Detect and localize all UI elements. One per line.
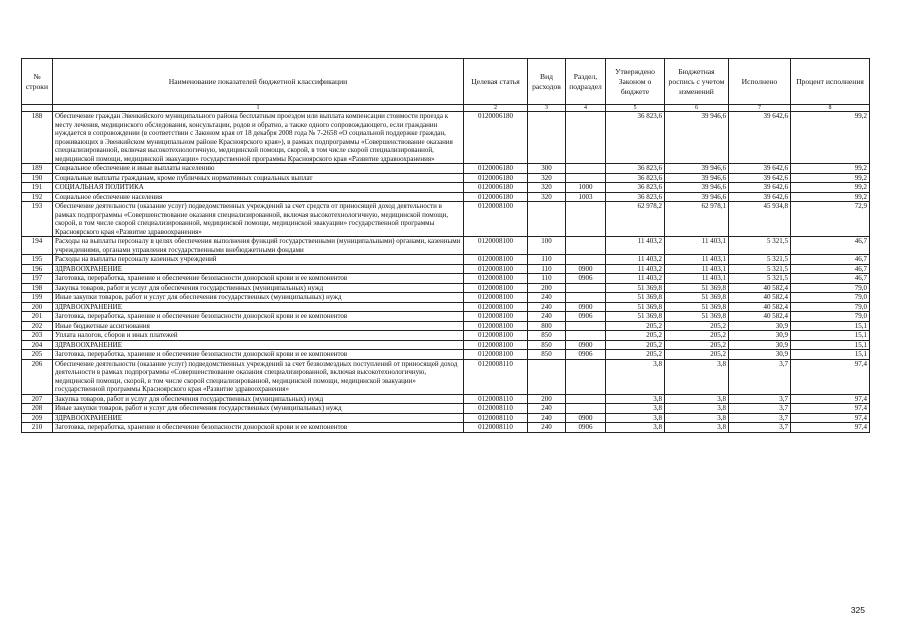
target-item-code: 0120008100 (464, 283, 528, 293)
row-number: 206 (22, 359, 53, 394)
section-code: 0906 (566, 312, 606, 322)
column-number-row (22, 105, 870, 112)
indicator-name: Социальные выплаты гражданам, кроме публичных нормативных социальных выплат (53, 173, 464, 183)
expense-type-code: 240 (528, 423, 566, 433)
section-code: 0906 (566, 423, 606, 433)
section-code: 0900 (566, 302, 606, 312)
header-row-number: № строки (22, 59, 53, 105)
executed-amount: 30,9 (729, 321, 791, 331)
table-row (22, 321, 870, 331)
revised-amount: 205,2 (665, 331, 729, 341)
indicator-name: Обеспечение деятельности (оказание услуг) подведомственных учреждений за счет средств от приносящей доход деятельности в рамках подпрограммы «Совершенствование оказания специализированной, включая высокотехнологичную, медицинской помощи, скорой, в том числе скорой специализированной, медицинской помощи, медицинской эвакуации» государственной программы Красноярского края «Развитие здравоохранения» (53, 202, 464, 237)
executed-amount: 39 642,6 (729, 183, 791, 193)
indicator-name: Расходы на выплаты персоналу казенных учреждений (53, 255, 464, 265)
execution-percent: 15,1 (791, 340, 870, 350)
expense-type-code: 110 (528, 255, 566, 265)
column-number: 1 (53, 105, 464, 112)
expense-type-code: 240 (528, 404, 566, 414)
budget-sheet (21, 58, 869, 433)
table-row (22, 404, 870, 414)
table-row (22, 183, 870, 193)
row-number: 210 (22, 423, 53, 433)
expense-type-code: 320 (528, 183, 566, 193)
execution-percent: 46,7 (791, 274, 870, 284)
indicator-name: СОЦИАЛЬНАЯ ПОЛИТИКА (53, 183, 464, 193)
header-section: Раздел, подраздел (566, 59, 606, 105)
indicator-name: Обеспечение деятельности (оказание услуг) подведомственных учреждений за счет безвозмездных поступлений от приносящей доход деятельности в рамках подпрограммы «Совершенствование оказания специализированной, включая высокотехнологичную, медицинской помощи, скорой, в том числе скорой специализированной, медицинской помощи, медицинской эвакуации» государственной программы Красноярского края «Развитие здравоохранения» (53, 359, 464, 394)
executed-amount: 39 642,6 (729, 192, 791, 202)
row-number: 191 (22, 183, 53, 193)
approved-amount: 62 978,2 (606, 202, 665, 237)
row-number: 192 (22, 192, 53, 202)
revised-amount: 51 369,8 (665, 293, 729, 303)
executed-amount: 30,9 (729, 331, 791, 341)
expense-type-code: 100 (528, 237, 566, 255)
revised-amount: 11 403,1 (665, 255, 729, 265)
executed-amount: 45 934,8 (729, 202, 791, 237)
row-number: 199 (22, 293, 53, 303)
target-item-code: 0120008100 (464, 264, 528, 274)
expense-type-code: 800 (528, 321, 566, 331)
approved-amount: 205,2 (606, 350, 665, 360)
table-row (22, 302, 870, 312)
executed-amount: 40 582,4 (729, 293, 791, 303)
revised-amount: 39 946,6 (665, 164, 729, 174)
indicator-name: Иные закупки товаров, работ и услуг для обеспечения государственных (муниципальных) нужд (53, 293, 464, 303)
approved-amount: 51 369,8 (606, 283, 665, 293)
target-item-code: 0120008110 (464, 413, 528, 423)
row-number: 196 (22, 264, 53, 274)
approved-amount: 11 403,2 (606, 237, 665, 255)
section-code (566, 164, 606, 174)
expense-type-code: 850 (528, 340, 566, 350)
approved-amount: 205,2 (606, 340, 665, 350)
table-body (22, 112, 870, 433)
table-row (22, 312, 870, 322)
target-item-code: 0120008100 (464, 202, 528, 237)
row-number: 197 (22, 274, 53, 284)
table-row (22, 173, 870, 183)
executed-amount: 3,7 (729, 394, 791, 404)
executed-amount: 30,9 (729, 340, 791, 350)
approved-amount: 36 823,6 (606, 173, 665, 183)
approved-amount: 36 823,6 (606, 183, 665, 193)
indicator-name: ЗДРАВООХРАНЕНИЕ (53, 340, 464, 350)
execution-percent: 46,7 (791, 255, 870, 265)
target-item-code: 0120008100 (464, 274, 528, 284)
executed-amount: 39 642,6 (729, 164, 791, 174)
section-code (566, 331, 606, 341)
table-row (22, 274, 870, 284)
indicator-name: Закупка товаров, работ и услуг для обеспечения государственных (муниципальных) нужд (53, 283, 464, 293)
revised-amount: 51 369,8 (665, 302, 729, 312)
indicator-name: ЗДРАВООХРАНЕНИЕ (53, 413, 464, 423)
table-row (22, 264, 870, 274)
revised-amount: 3,8 (665, 359, 729, 394)
table-row (22, 340, 870, 350)
execution-percent: 99,2 (791, 112, 870, 164)
revised-amount: 11 403,1 (665, 237, 729, 255)
table-row (22, 202, 870, 237)
section-code: 0900 (566, 264, 606, 274)
table-row (22, 112, 870, 164)
executed-amount: 5 321,5 (729, 237, 791, 255)
section-code: 0900 (566, 340, 606, 350)
column-number: 8 (791, 105, 870, 112)
row-number: 204 (22, 340, 53, 350)
revised-amount: 3,8 (665, 394, 729, 404)
row-number: 198 (22, 283, 53, 293)
execution-percent: 97,4 (791, 423, 870, 433)
approved-amount: 11 403,2 (606, 274, 665, 284)
indicator-name: Закупка товаров, работ и услуг для обеспечения государственных (муниципальных) нужд (53, 394, 464, 404)
header-approved: Утверждено Законом о бюджете (606, 59, 665, 105)
row-number: 193 (22, 202, 53, 237)
expense-type-code (528, 359, 566, 394)
budget-table (21, 58, 870, 433)
execution-percent: 79,0 (791, 283, 870, 293)
expense-type-code: 300 (528, 164, 566, 174)
section-code (566, 283, 606, 293)
execution-percent: 15,1 (791, 350, 870, 360)
target-item-code: 0120008110 (464, 394, 528, 404)
expense-type-code: 110 (528, 264, 566, 274)
execution-percent: 99,2 (791, 183, 870, 193)
expense-type-code: 850 (528, 331, 566, 341)
table-row (22, 413, 870, 423)
table-row (22, 293, 870, 303)
execution-percent: 99,2 (791, 164, 870, 174)
revised-amount: 3,8 (665, 413, 729, 423)
revised-amount: 3,8 (665, 404, 729, 414)
revised-amount: 11 403,1 (665, 274, 729, 284)
section-code: 1000 (566, 183, 606, 193)
executed-amount: 5 321,5 (729, 255, 791, 265)
table-row (22, 423, 870, 433)
execution-percent: 79,0 (791, 312, 870, 322)
executed-amount: 40 582,4 (729, 283, 791, 293)
approved-amount: 36 823,6 (606, 192, 665, 202)
executed-amount: 3,7 (729, 359, 791, 394)
target-item-code: 0120008100 (464, 302, 528, 312)
section-code (566, 321, 606, 331)
target-item-code: 0120006180 (464, 173, 528, 183)
table-row (22, 237, 870, 255)
row-number: 203 (22, 331, 53, 341)
indicator-name: ЗДРАВООХРАНЕНИЕ (53, 264, 464, 274)
revised-amount: 205,2 (665, 340, 729, 350)
target-item-code: 0120008110 (464, 423, 528, 433)
expense-type-code (528, 112, 566, 164)
revised-amount: 205,2 (665, 350, 729, 360)
executed-amount: 40 582,4 (729, 302, 791, 312)
target-item-code: 0120008100 (464, 312, 528, 322)
executed-amount: 3,7 (729, 413, 791, 423)
approved-amount: 36 823,6 (606, 164, 665, 174)
indicator-name: Уплата налогов, сборов и иных платежей (53, 331, 464, 341)
revised-amount: 205,2 (665, 321, 729, 331)
table-row (22, 331, 870, 341)
row-number: 194 (22, 237, 53, 255)
execution-percent: 15,1 (791, 331, 870, 341)
column-number: 6 (665, 105, 729, 112)
target-item-code: 0120008100 (464, 321, 528, 331)
target-item-code: 0120006180 (464, 164, 528, 174)
approved-amount: 205,2 (606, 331, 665, 341)
row-number: 205 (22, 350, 53, 360)
expense-type-code: 110 (528, 274, 566, 284)
approved-amount: 3,8 (606, 359, 665, 394)
header-executed: Исполнено (729, 59, 791, 105)
approved-amount: 11 403,2 (606, 255, 665, 265)
target-item-code: 0120006180 (464, 192, 528, 202)
execution-percent: 46,7 (791, 264, 870, 274)
table-row (22, 394, 870, 404)
row-number: 188 (22, 112, 53, 164)
target-item-code: 0120008100 (464, 331, 528, 341)
revised-amount: 39 946,6 (665, 183, 729, 193)
table-row (22, 283, 870, 293)
table-row (22, 359, 870, 394)
expense-type-code: 200 (528, 283, 566, 293)
section-code: 0906 (566, 350, 606, 360)
header-target-item: Целевая статья (464, 59, 528, 105)
approved-amount: 11 403,2 (606, 264, 665, 274)
executed-amount: 30,9 (729, 350, 791, 360)
row-number: 195 (22, 255, 53, 265)
expense-type-code: 200 (528, 394, 566, 404)
target-item-code: 0120008100 (464, 293, 528, 303)
executed-amount: 5 321,5 (729, 274, 791, 284)
target-item-code: 0120008100 (464, 237, 528, 255)
revised-amount: 51 369,8 (665, 312, 729, 322)
section-code (566, 255, 606, 265)
target-item-code: 0120008100 (464, 350, 528, 360)
revised-amount: 51 369,8 (665, 283, 729, 293)
approved-amount: 51 369,8 (606, 312, 665, 322)
row-number: 201 (22, 312, 53, 322)
executed-amount: 39 642,6 (729, 112, 791, 164)
expense-type-code: 850 (528, 350, 566, 360)
execution-percent: 79,0 (791, 302, 870, 312)
expense-type-code: 240 (528, 413, 566, 423)
indicator-name: Заготовка, переработка, хранение и обеспечение безопасности донорской крови и ее компонентов (53, 350, 464, 360)
table-header-row (22, 59, 870, 105)
section-code: 1003 (566, 192, 606, 202)
indicator-name: Заготовка, переработка, хранение и обеспечение безопасности донорской крови и ее компонентов (53, 312, 464, 322)
revised-amount: 39 946,6 (665, 173, 729, 183)
section-code (566, 202, 606, 237)
executed-amount: 5 321,5 (729, 264, 791, 274)
revised-amount: 3,8 (665, 423, 729, 433)
approved-amount: 51 369,8 (606, 302, 665, 312)
execution-percent: 99,2 (791, 192, 870, 202)
executed-amount: 39 642,6 (729, 173, 791, 183)
revised-amount: 62 978,1 (665, 202, 729, 237)
indicator-name: Обеспечение граждан Эвенкийского муниципального района бесплатным проездом или выплата компенсации стоимости проезда к месту лечения, медицинского обследования, консультации, родов и обратно, а также одного сопровождающего, если гражданин нуждается в сопровождении (в соответствии с Законом края от 18 декабря 2008 года № 7-2658 «О социальной поддержке граждан, проживающих в Эвенкийском муниципальном районе Красноярского края»), в рамках подпрограммы «Совершенствование оказания специализированной, включая высокотехнологичную, медицинской помощи, скорой, в том числе скорой специализированной, медицинской помощи, медицинской эвакуации» государственной программы Красноярского края «Развитие здравоохранения» (53, 112, 464, 164)
row-number: 202 (22, 321, 53, 331)
header-indicator-name: Наименование показателей бюджетной классификации (53, 59, 464, 105)
row-number: 209 (22, 413, 53, 423)
header-expense-type: Вид расходов (528, 59, 566, 105)
header-revised: Бюджетная роспись с учетом изменений (665, 59, 729, 105)
indicator-name: Социальное обеспечение населения (53, 192, 464, 202)
approved-amount: 3,8 (606, 404, 665, 414)
column-number: 2 (464, 105, 528, 112)
execution-percent: 72,9 (791, 202, 870, 237)
section-code: 0906 (566, 274, 606, 284)
row-number: 200 (22, 302, 53, 312)
execution-percent: 97,4 (791, 413, 870, 423)
row-number: 190 (22, 173, 53, 183)
target-item-code: 0120008110 (464, 359, 528, 394)
expense-type-code: 320 (528, 192, 566, 202)
indicator-name: Заготовка, переработка, хранение и обеспечение безопасности донорской крови и ее компонентов (53, 423, 464, 433)
target-item-code: 0120006180 (464, 112, 528, 164)
indicator-name: Заготовка, переработка, хранение и обеспечение безопасности донорской крови и ее компонентов (53, 274, 464, 284)
target-item-code: 0120008110 (464, 404, 528, 414)
page-number: 325 (850, 605, 865, 615)
table-row (22, 192, 870, 202)
row-number: 207 (22, 394, 53, 404)
indicator-name: Иные бюджетные ассигнования (53, 321, 464, 331)
row-number: 189 (22, 164, 53, 174)
indicator-name: Социальное обеспечение и иные выплаты населению (53, 164, 464, 174)
execution-percent: 97,4 (791, 359, 870, 394)
target-item-code: 0120008100 (464, 255, 528, 265)
executed-amount: 3,7 (729, 404, 791, 414)
execution-percent: 97,4 (791, 394, 870, 404)
table-row (22, 164, 870, 174)
indicator-name: ЗДРАВООХРАНЕНИЕ (53, 302, 464, 312)
revised-amount: 11 403,1 (665, 264, 729, 274)
indicator-name: Иные закупки товаров, работ и услуг для обеспечения государственных (муниципальных) нужд (53, 404, 464, 414)
approved-amount: 36 823,6 (606, 112, 665, 164)
header-percent: Процент исполнения (791, 59, 870, 105)
column-number: 4 (566, 105, 606, 112)
approved-amount: 3,8 (606, 413, 665, 423)
row-number: 208 (22, 404, 53, 414)
section-code: 0900 (566, 413, 606, 423)
column-number: 7 (729, 105, 791, 112)
expense-type-code (528, 202, 566, 237)
column-number: 5 (606, 105, 665, 112)
target-item-code: 0120006180 (464, 183, 528, 193)
execution-percent: 79,0 (791, 293, 870, 303)
section-code (566, 394, 606, 404)
section-code (566, 112, 606, 164)
section-code (566, 359, 606, 394)
approved-amount: 3,8 (606, 394, 665, 404)
approved-amount: 3,8 (606, 423, 665, 433)
column-number: 3 (528, 105, 566, 112)
executed-amount: 3,7 (729, 423, 791, 433)
approved-amount: 205,2 (606, 321, 665, 331)
section-code (566, 237, 606, 255)
revised-amount: 39 946,6 (665, 112, 729, 164)
expense-type-code: 240 (528, 293, 566, 303)
table-row (22, 255, 870, 265)
execution-percent: 99,2 (791, 173, 870, 183)
executed-amount: 40 582,4 (729, 312, 791, 322)
target-item-code: 0120008100 (464, 340, 528, 350)
revised-amount: 39 946,6 (665, 192, 729, 202)
approved-amount: 51 369,8 (606, 293, 665, 303)
expense-type-code: 240 (528, 302, 566, 312)
expense-type-code: 320 (528, 173, 566, 183)
section-code (566, 293, 606, 303)
execution-percent: 97,4 (791, 404, 870, 414)
section-code (566, 404, 606, 414)
execution-percent: 46,7 (791, 237, 870, 255)
table-row (22, 350, 870, 360)
section-code (566, 173, 606, 183)
expense-type-code: 240 (528, 312, 566, 322)
indicator-name: Расходы на выплаты персоналу в целях обеспечения выполнения функций государственными (муниципальными) органами, казенными учреждениями, органами управления государственными внебюджетными фондами (53, 237, 464, 255)
execution-percent: 15,1 (791, 321, 870, 331)
